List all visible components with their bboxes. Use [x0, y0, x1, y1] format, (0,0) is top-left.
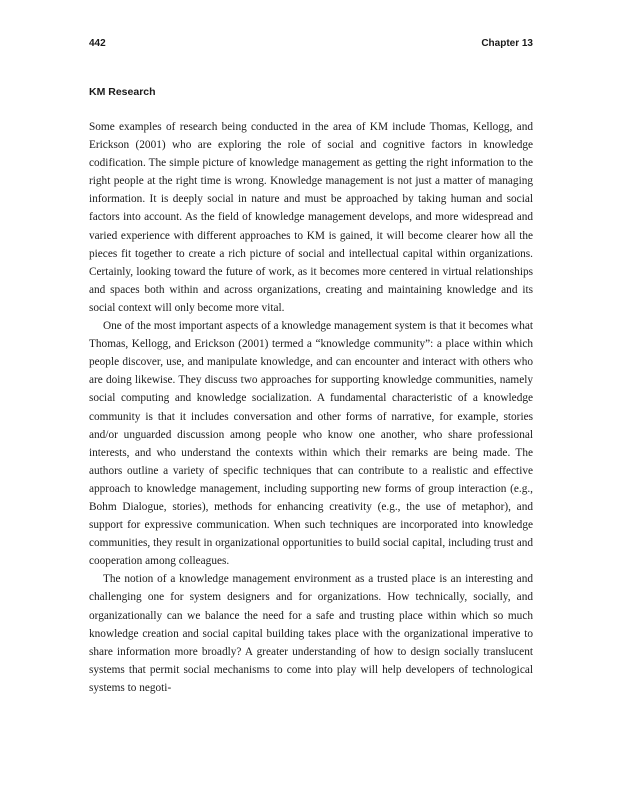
running-head	[89, 38, 533, 58]
page-number: 442	[89, 38, 106, 49]
section-title: KM Research	[89, 86, 156, 98]
chapter-label: Chapter 13	[481, 38, 533, 49]
book-page	[89, 38, 533, 697]
paragraph-2: One of the most important aspects of a knowledge management system is that it becomes what Thomas, Kellogg, and Erickson (2001) termed a “knowledge community”: a place within which people discover, use, and manipulate knowledge, and can encounter and interact with others who are doing likewise. They discuss two approaches for supporting knowledge communities, namely social computing and knowledge socialization. A fundamental characteristic of a knowledge community is that it includes conversation and other forms of narrative, for example, stories and/or unguarded discussion among people who know one another, who share professional interests, and who understand the contexts within which their remarks are being made. The authors outline a variety of specific techniques that can contribute to a realistic and effective approach to knowledge management, including supporting new forms of group interaction (e.g., Bohm Dialogue, stories), methods for enhancing creativity (e.g., the use of metaphor), and support for expressive communication. When such techniques are incorporated into knowledge communities, they result in organizational opportunities to build social capital, including trust and cooperation among colleagues.	[89, 320, 533, 568]
body-text	[89, 118, 533, 697]
paragraph-3: The notion of a knowledge management environment as a trusted place is an interesting and challenging one for system designers and for organizations. How technically, socially, and organizationally can we balance the need for a safe and trusting place within which so much knowledge creation and social capital building takes place with the organizational imperative to share information more broadly? A greater understanding of how to design socially translucent systems that permit social mechanisms to come into play will help developers of technological systems to negoti-	[89, 573, 533, 694]
paragraph-1: Some examples of research being conducted in the area of KM include Thomas, Kellogg, and Erickson (2001) who are exploring the role of social and cognitive factors in knowledge codification. The simple picture of knowledge management as getting the right information to the right people at the right time is wrong. Knowledge management is not just a matter of managing information. It is deeply social in nature and must be approached by taking human and social factors into account. As the field of knowledge management develops, and more widespread and varied experience with different approaches to KM is gained, it will become clearer how all the pieces fit together to create a rich picture of social and intellectual capital within organizations. Certainly, looking toward the future of work, as it becomes more centered in virtual relationships and spaces both within and across organizations, creating and maintaining knowledge and its social context will only become more vital.	[89, 121, 533, 314]
